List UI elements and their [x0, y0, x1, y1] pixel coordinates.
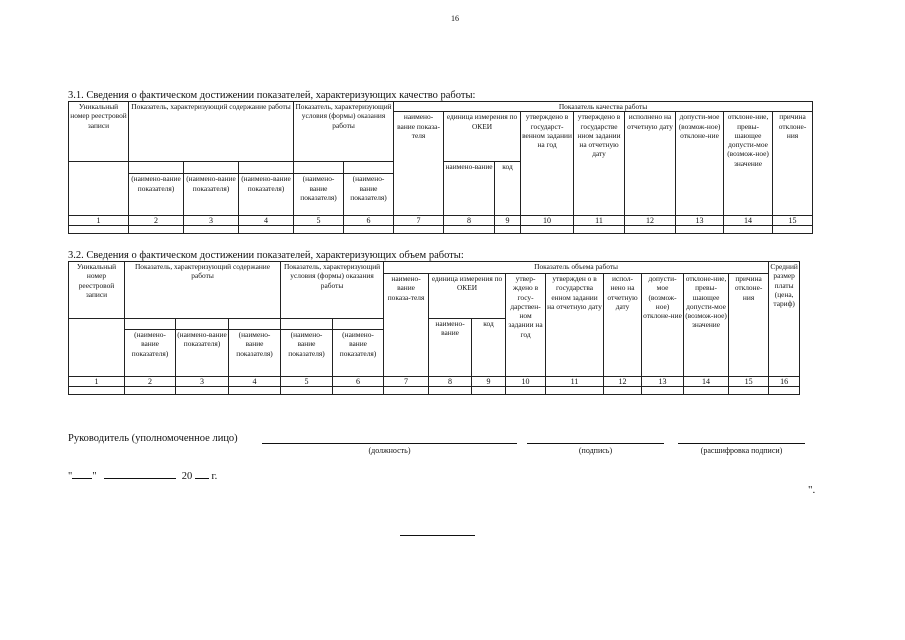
col-deviation-reason: причина отклоне-ния [773, 112, 813, 216]
col-approved-date: утверждено в государстве нном задании на отчетную дату [574, 112, 625, 216]
col-conditions-indicator: Показатель, характеризующий условия (формы) оказания работы [281, 262, 384, 319]
col-number: 9 [495, 216, 521, 226]
col-number: 6 [333, 377, 384, 387]
col-unit-okei: единица измерения по ОКЕИ [444, 112, 521, 162]
sub-indicator-name: (наимено-вание показателя) [176, 330, 229, 377]
page-number: 16 [451, 14, 459, 23]
decode-caption: (расшифровка подписи) [700, 446, 783, 455]
col-number: 4 [229, 377, 281, 387]
col-unit-code: код [472, 319, 506, 377]
col-number: 7 [394, 216, 444, 226]
sub-indicator-name: (наимено-вание показателя) [294, 174, 344, 216]
col-number: 16 [769, 377, 800, 387]
sub-indicator-name: (наимено-вание показателя) [129, 174, 184, 216]
col-number: 8 [444, 216, 495, 226]
empty-data-row [69, 387, 800, 395]
sub-indicator-name: (наимено-вание показателя) [229, 330, 281, 377]
col-unit-code: код [495, 162, 521, 216]
col-unit-name: наимено-вание [429, 319, 472, 377]
signature-caption: (подпись) [578, 446, 613, 455]
section-3-2-title: 3.2. Сведения о фактическом достижении показателей, характеризующих объем работы: [68, 250, 464, 261]
col-number: 11 [546, 377, 604, 387]
col-excess-deviation: отклоне-ние, превы-шающее допусти-мое (возмож-ное) значение [684, 274, 729, 377]
col-number: 14 [684, 377, 729, 387]
col-number: 1 [69, 216, 129, 226]
day-blank [72, 478, 92, 479]
col-number: 3 [176, 377, 229, 387]
sub-indicator-name: (наимено-вание показателя) [333, 330, 384, 377]
signature-line [527, 443, 664, 444]
col-number: 1 [69, 377, 125, 387]
decode-line [678, 443, 805, 444]
col-number: 5 [294, 216, 344, 226]
col-number: 4 [239, 216, 294, 226]
date-close-quote: " [92, 471, 97, 482]
col-unit-okei: единица измерения по ОКЕИ [429, 274, 506, 319]
col-approved-state: утверждено в государст-венном задании на год [521, 112, 574, 216]
col-executed: испол-нено на отчетную дату [604, 274, 642, 377]
col-executed: исполнено на отчетную дату [625, 112, 676, 216]
col-registry: Уникальный номер реестровой записи [69, 102, 129, 162]
year-prefix: 20 [181, 471, 193, 482]
col-number: 13 [676, 216, 724, 226]
col-number: 2 [129, 216, 184, 226]
col-number: 15 [729, 377, 769, 387]
col-conditions-indicator: Показатель, характеризующий условия (формы) оказания работы [294, 102, 394, 162]
year-blank [195, 478, 209, 479]
signatory-label: Руководитель (уполномоченное лицо) [68, 433, 238, 444]
footnote-separator [400, 535, 475, 536]
month-blank [104, 478, 176, 479]
col-approved-state: утвер-ждено в госу-дарствен-ном задании на год [506, 274, 546, 377]
col-number: 6 [344, 216, 394, 226]
registry-spacer [69, 319, 125, 377]
col-number: 3 [184, 216, 239, 226]
col-number: 7 [384, 377, 429, 387]
col-registry: Уникальный номер реестровой записи [69, 262, 125, 319]
volume-table [68, 261, 800, 395]
year-suffix: г. [211, 471, 218, 482]
col-content-indicator: Показатель, характеризующий содержание работы [125, 262, 281, 319]
col-number: 10 [521, 216, 574, 226]
date-open-quote: " [68, 471, 73, 482]
col-indicator-name: наимено-вание показа-теля [384, 274, 429, 377]
col-number: 2 [125, 377, 176, 387]
col-content-indicator: Показатель, характеризующий содержание работы [129, 102, 294, 162]
col-number: 14 [724, 216, 773, 226]
col-number: 12 [625, 216, 676, 226]
section-3-1-title: 3.1. Сведения о фактическом достижении показателей, характеризующих качество работы: [68, 90, 476, 101]
sub-indicator-name: (наимено-вание показателя) [344, 174, 394, 216]
col-number: 8 [429, 377, 472, 387]
sub-indicator-name: (наимено-вание показателя) [125, 330, 176, 377]
position-caption: (должность) [368, 446, 411, 455]
date-line [68, 471, 217, 482]
col-number: 12 [604, 377, 642, 387]
sub-indicator-name: (наимено-вание показателя) [281, 330, 333, 377]
quality-indicator-group: Показатель качества работы [394, 102, 813, 112]
col-allowed-deviation: допусти-мое (возмож-ное) отклоне-ние [676, 112, 724, 216]
col-number: 5 [281, 377, 333, 387]
col-number: 13 [642, 377, 684, 387]
col-number: 15 [773, 216, 813, 226]
closing-quote-mark: ". [808, 484, 816, 496]
col-indicator-name: наимено-вание показа-теля [394, 112, 444, 216]
sub-indicator-name: (наимено-вание показателя) [239, 174, 294, 216]
col-number: 10 [506, 377, 546, 387]
empty-data-row [69, 226, 813, 234]
sub-indicator-name: (наимено-вание показателя) [184, 174, 239, 216]
col-deviation-reason: причина отклоне-ния [729, 274, 769, 377]
registry-spacer [69, 162, 129, 216]
col-allowed-deviation: допусти-мое (возмож-ное) отклоне-ние [642, 274, 684, 377]
col-unit-name: наимено-вание [444, 162, 495, 216]
col-average-fee: Средний размер платы (цена, тариф) [769, 262, 800, 377]
volume-indicator-group: Показатель объема работы [384, 262, 769, 274]
col-approved-date: утвержден о в государства енном задании на отчетную дату [546, 274, 604, 377]
col-number: 11 [574, 216, 625, 226]
quality-table [68, 101, 813, 234]
col-excess-deviation: отклоне-ние, превы-шающее допусти-мое (возмож-ное) значение [724, 112, 773, 216]
col-number: 9 [472, 377, 506, 387]
position-line [262, 443, 517, 444]
